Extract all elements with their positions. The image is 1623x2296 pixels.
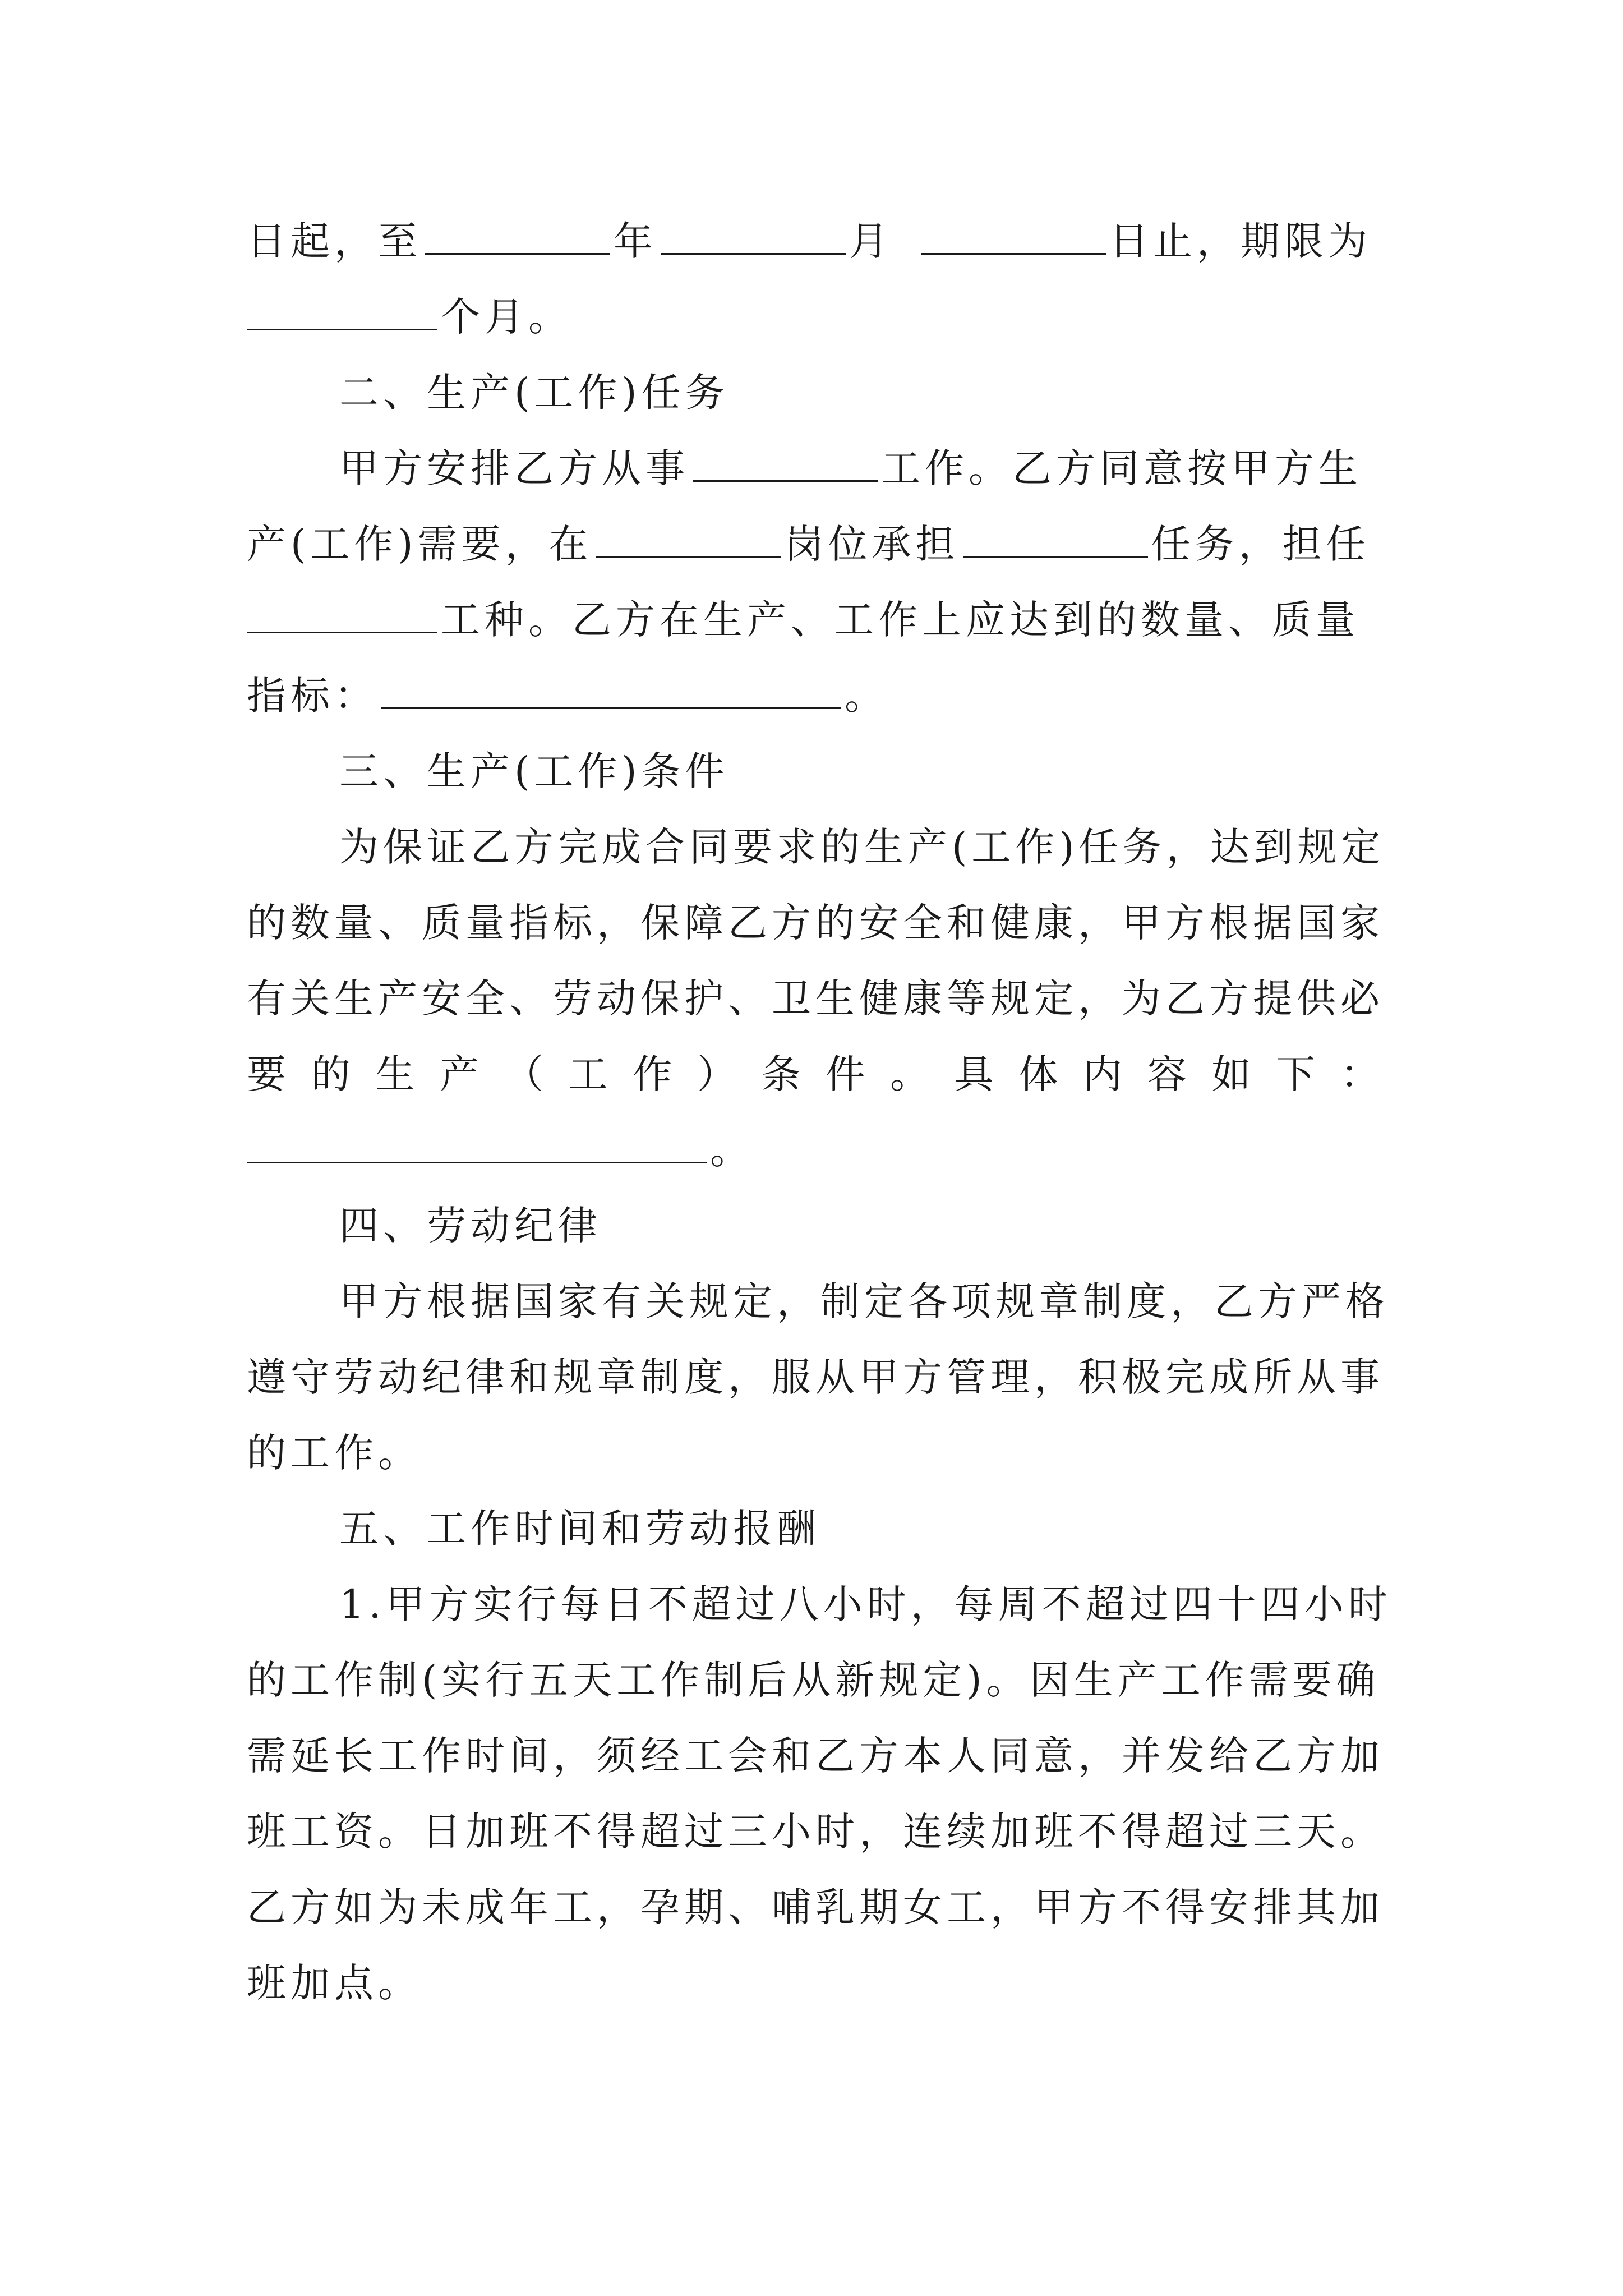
section3-char: 工 xyxy=(568,1051,608,1097)
section2-l3a: 工种。乙方在生产、工作上应达到的数量、质量 xyxy=(441,597,1359,643)
section3-line5 xyxy=(247,1122,754,1178)
term-line xyxy=(247,213,1372,269)
section3-char: 内 xyxy=(1083,1051,1123,1097)
section3-char: ： xyxy=(1340,1051,1380,1097)
section4-line2: 遵守劳动纪律和规章制度，服从甲方管理，积极完成所从事 xyxy=(247,1354,1384,1400)
post-blank xyxy=(596,517,781,558)
section3-char: 具 xyxy=(954,1051,994,1097)
section3-char: 如 xyxy=(1211,1051,1251,1097)
day-blank xyxy=(921,214,1106,255)
section3-char: ） xyxy=(697,1051,736,1097)
section3-char: 体 xyxy=(1018,1051,1058,1097)
section3-line3: 有关生产安全、劳动保护、卫生健康等规定，为乙方提供必 xyxy=(247,976,1384,1022)
indicator-blank xyxy=(381,668,841,709)
section2-l2b: 岗位承担 xyxy=(784,521,960,567)
section3-l5: 。 xyxy=(710,1127,754,1173)
month-blank xyxy=(661,214,846,255)
section2-line1 xyxy=(339,440,1362,496)
conditions-blank xyxy=(247,1122,707,1163)
section3-char: 容 xyxy=(1147,1051,1187,1097)
task-blank xyxy=(963,517,1148,558)
term-text-year: 年 xyxy=(614,218,657,264)
section3-line1: 为保证乙方完成合同要求的生产(工作)任务，达到规定 xyxy=(339,824,1385,870)
section5-line3: 需延长工作时间，须经工会和乙方本人同意，并发给乙方加 xyxy=(247,1733,1384,1779)
section4-line3: 的工作。 xyxy=(247,1430,422,1476)
section5-line2: 的工作制(实行五天工作制后从新规定)。因生产工作需要确 xyxy=(247,1657,1380,1703)
section3-char: （ xyxy=(504,1051,543,1097)
section5-line6: 班加点。 xyxy=(247,1960,422,2006)
section2-line4 xyxy=(247,668,888,724)
section2-l4a: 指标： xyxy=(247,673,378,719)
section5-line5: 乙方如为未成年工，孕期、哺乳期女工，甲方不得安排其加 xyxy=(247,1884,1384,1930)
section2-l1b: 工作。乙方同意按甲方生 xyxy=(881,445,1362,491)
section3-line4 xyxy=(247,1046,1380,1102)
section2-l2c: 任务，担任 xyxy=(1151,521,1370,567)
months-blank xyxy=(247,289,437,330)
section2-l1a: 甲方安排乙方从事 xyxy=(339,445,689,491)
section2-line2 xyxy=(247,516,1370,572)
year-blank xyxy=(425,214,610,255)
section2-line3 xyxy=(247,592,1359,648)
section3-char: 件 xyxy=(826,1051,865,1097)
term-text-start: 日起，至 xyxy=(247,218,422,264)
job-type-blank xyxy=(247,592,437,633)
section5-heading: 五、工作时间和劳动报酬 xyxy=(339,1506,820,1552)
section3-line2: 的数量、质量指标，保障乙方的安全和健康，甲方根据国家 xyxy=(247,900,1384,946)
section3-char: 生 xyxy=(375,1051,415,1097)
section3-char: 要 xyxy=(247,1051,286,1097)
section5-line4: 班工资。日加班不得超过三小时，连续加班不得超过三天。 xyxy=(247,1809,1384,1855)
term-months-text: 个月。 xyxy=(441,294,572,340)
section3-char: 产 xyxy=(440,1051,479,1097)
section2-heading: 二、生产(工作)任务 xyxy=(339,370,729,416)
term-line-2 xyxy=(247,289,572,345)
section3-char: 作 xyxy=(633,1051,672,1097)
work-blank xyxy=(693,441,878,482)
section4-heading: 四、劳动纪律 xyxy=(339,1203,602,1249)
section3-heading: 三、生产(工作)条件 xyxy=(339,748,729,794)
section5-line1: 1.甲方实行每日不超过八小时，每周不超过四十四小时 xyxy=(339,1581,1392,1627)
section2-l2a: 产(工作)需要，在 xyxy=(247,521,593,567)
section3-char: 条 xyxy=(761,1051,801,1097)
term-text-month: 月 xyxy=(849,218,893,264)
section4-line1: 甲方根据国家有关规定，制定各项规章制度，乙方严格 xyxy=(339,1278,1389,1324)
section3-char: 下 xyxy=(1276,1051,1316,1097)
section3-char: 的 xyxy=(311,1051,351,1097)
section3-char: 。 xyxy=(890,1051,930,1097)
section2-l4b: 。 xyxy=(845,673,888,719)
term-text-end: 日止，期限为 xyxy=(1109,218,1372,264)
